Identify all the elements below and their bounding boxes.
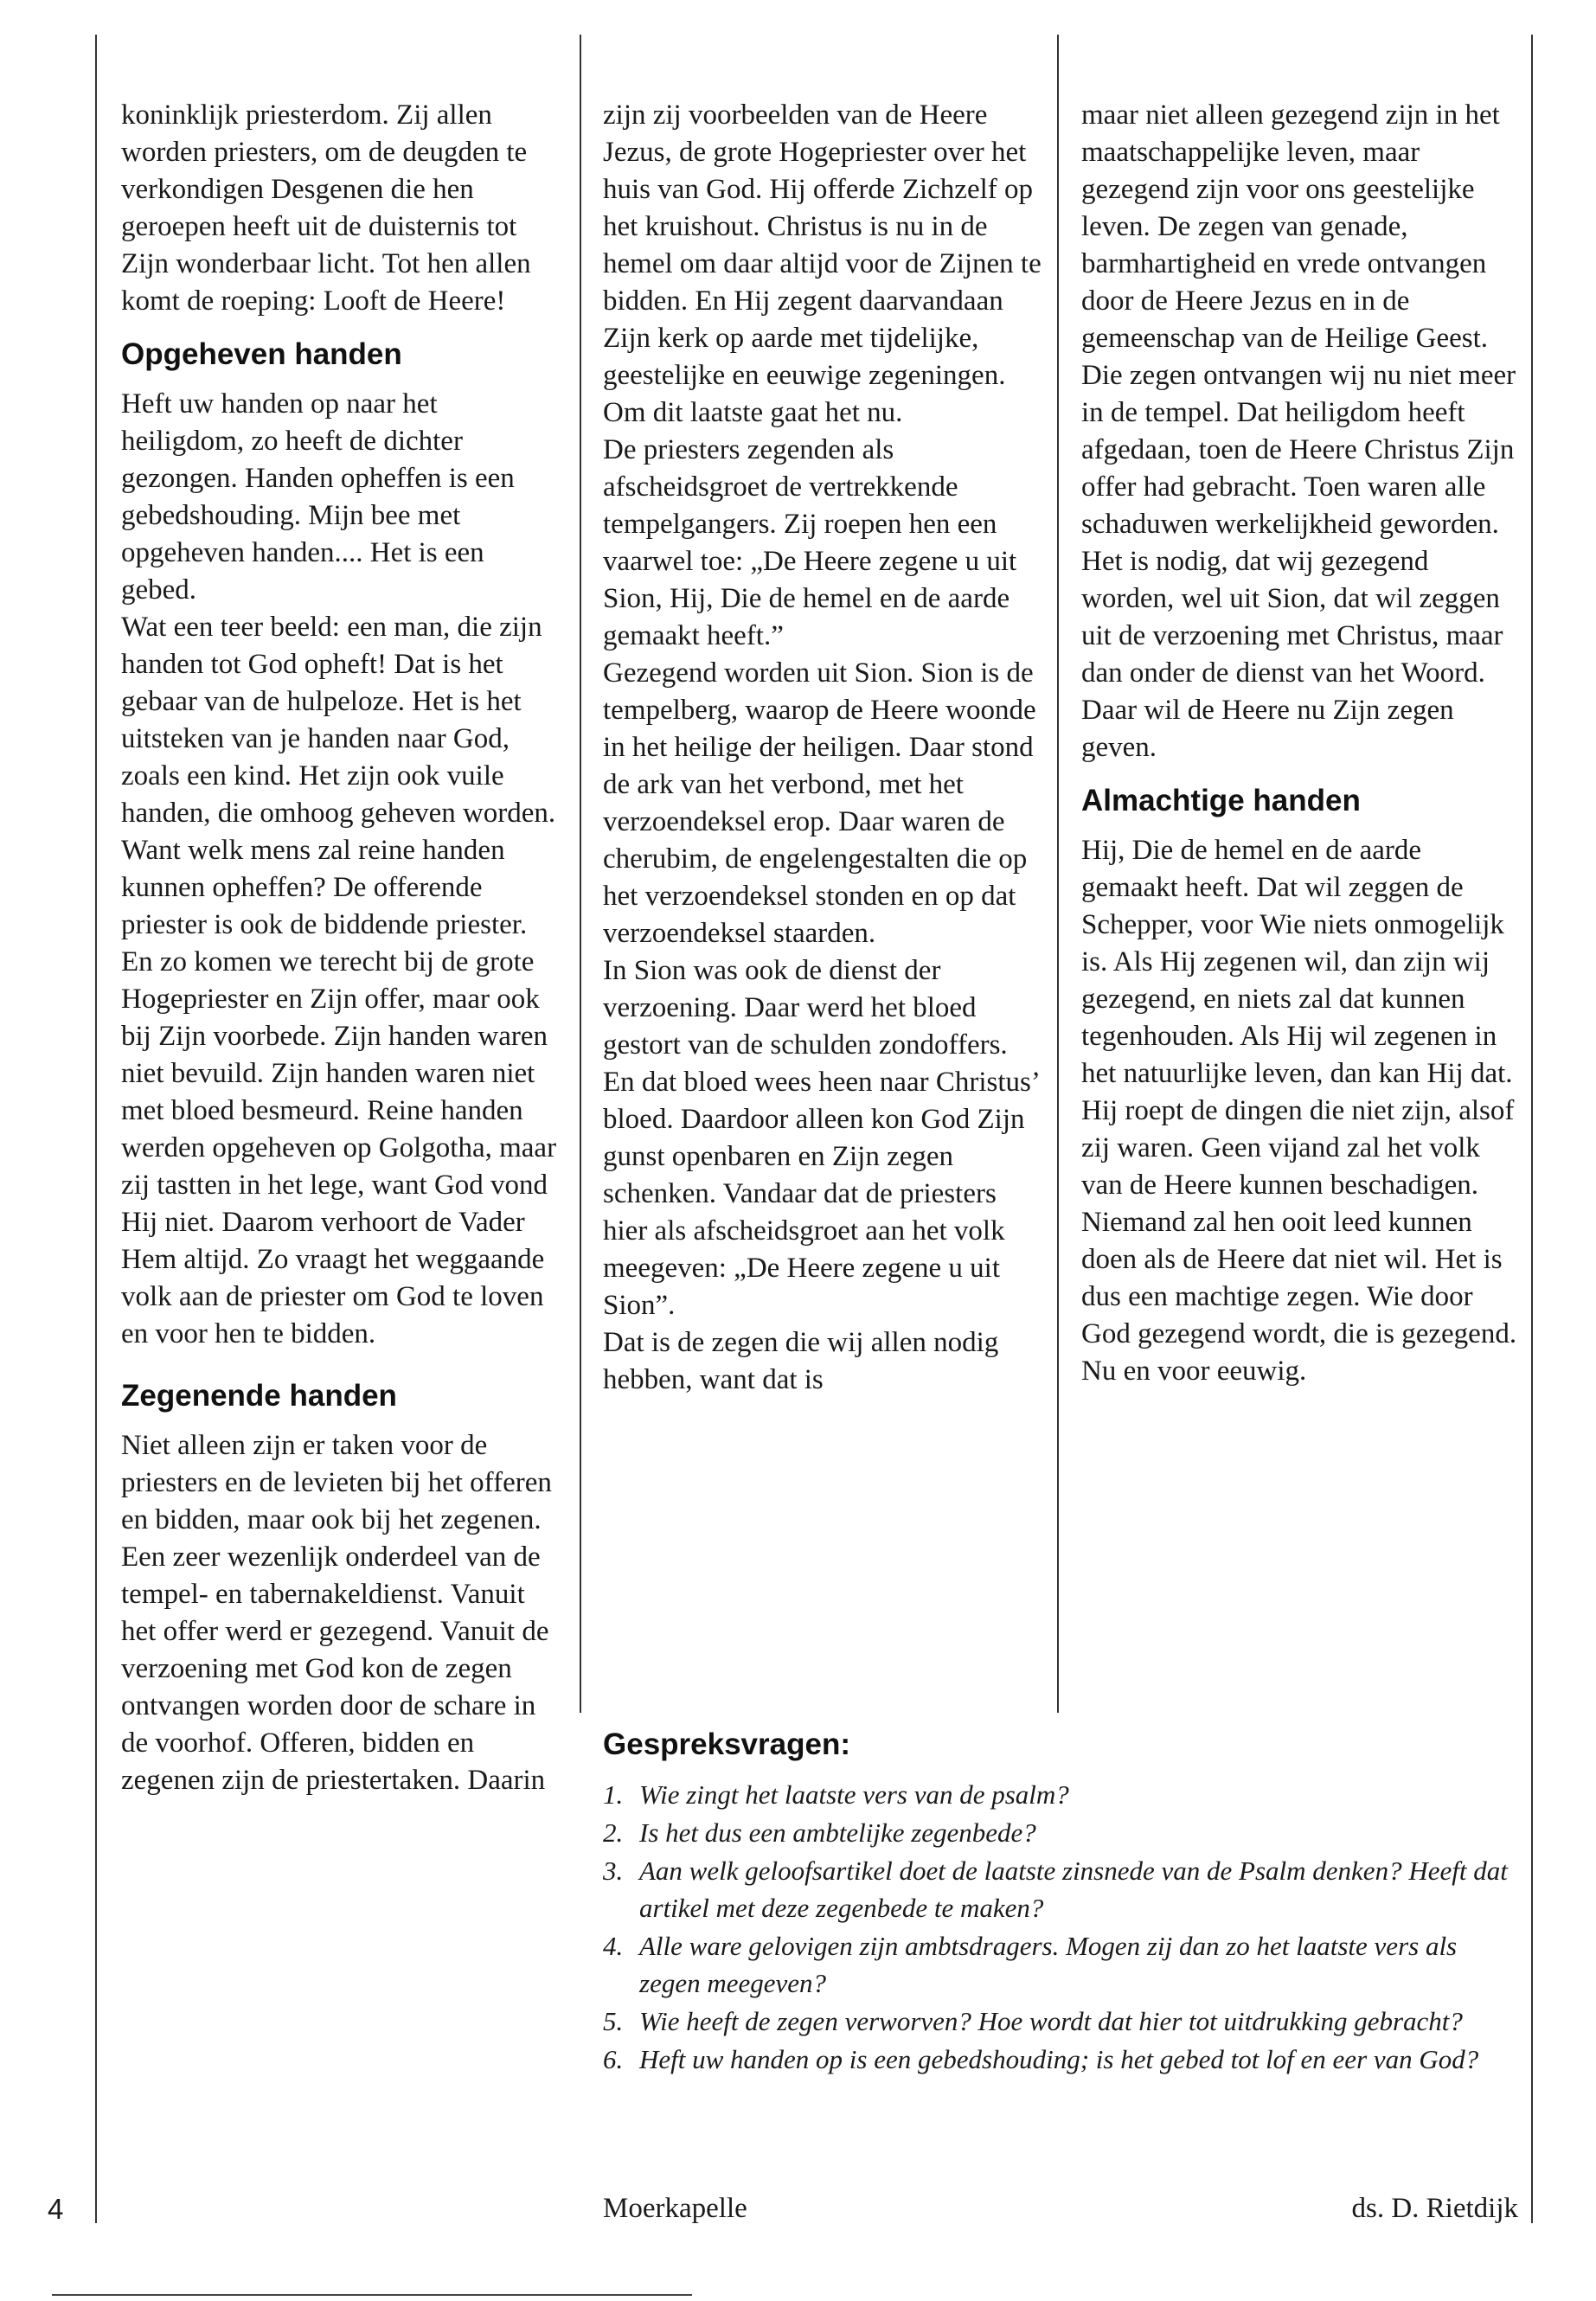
column2-para4: In Sion was ook de dienst der verzoening. Daar werd het bloed gestort van de schulden zondoffers. En dat bloed wees heen naar Christus’ bloed. Daardoor alleen kon God Zijn gunst openbaren en Zijn zegen schenken. Vandaar dat de priesters hier als afscheidsgroet aan het volk meegeven: „De Heere zegene u uit Sion”. xyxy=(603,955,1039,1321)
question-text: Heft uw handen op is een gebedshouding; is het gebed tot lof en eer van God? xyxy=(639,2044,1479,2074)
footer-place: Moerkapelle xyxy=(603,2193,747,2224)
question-item xyxy=(603,2041,1520,2078)
question-text: Wie heeft de zegen verworven? Hoe wordt dat hier tot uitdrukking gebracht? xyxy=(639,2006,1463,2036)
question-item xyxy=(603,1852,1520,1926)
question-number: 5. xyxy=(603,2006,624,2036)
question-number: 3. xyxy=(603,1856,624,1886)
question-item xyxy=(603,2003,1520,2040)
question-number: 2. xyxy=(603,1817,624,1848)
question-number: 4. xyxy=(603,1931,624,1961)
column1-para1: Heft uw handen op naar het heiligdom, zo heeft de dichter gezongen. Handen opheffen is een gebedshouding. Mijn bee met opgeheven handen.... Het is een gebed. xyxy=(121,388,515,606)
heading-zegenende-handen: Zegenende handen xyxy=(121,1379,397,1413)
article-column-2 xyxy=(603,97,1044,1399)
question-text: Wie zingt het laatste vers van de psalm? xyxy=(639,1779,1069,1810)
question-item xyxy=(603,1927,1520,2002)
questions-heading: Gespreksvragen: xyxy=(603,1727,850,1761)
column1-intro: koninklijk priesterdom. Zij allen worden priesters, om de deugden te verkondigen Desgenen die hen geroepen heeft uit de duisternis tot Zijn wonderbaar licht. Tot hen allen komt de roeping: Looft de Heere! xyxy=(121,99,531,317)
column1-para2: Wat een teer beeld: een man, die zijn handen tot God opheft! Dat is het gebaar van de hulpeloze. Het is het uitsteken van je handen naar God, zoals een kind. Het zijn ook vuile handen, die omhoog geheven worden. Want welk mens zal reine handen kunnen opheffen? De offerende priester is ook de biddende priester. En zo komen we terecht bij de grote Hogepriester en Zijn offer, maar ook bij Zijn voorbede. Zijn handen waren niet bevuild. Zijn handen waren niet met bloed besmeurd. Reine handen werden opgeheven op Golgotha, maar zij tastten in het lege, want God vond Hij niet. Daarom verhoort de Vader Hem altijd. Zo vraagt het weggaande volk aan de priester om God te loven en voor hen te bidden. xyxy=(121,612,557,1349)
column2-para1: zijn zij voorbeelden van de Heere Jezus, de grote Hogepriester over het huis van God. Hij offerde Zichzelf op het kruishout. Christus is nu in de hemel om daar altijd voor de Zijnen te bidden. En Hij zegent daarvandaan Zijn kerk op aarde met tijdelijke, geestelijke en eeuwige zegeningen. Om dit laatste gaat het nu. xyxy=(603,99,1042,428)
heading-almachtige-handen: Almachtige handen xyxy=(1081,784,1361,817)
questions-list xyxy=(603,1776,1520,2078)
question-number: 6. xyxy=(603,2044,624,2074)
column2-para2: De priesters zegenden als afscheidsgroet de vertrekkende tempelgangers. Zij roepen hen een vaarwel toe: „De Heere zegene u uit Sion, Hij, Die de hemel en de aarde gemaakt heeft.” xyxy=(603,434,1017,651)
article-column-3 xyxy=(1081,97,1522,1390)
column-rule-middle-2 xyxy=(1057,35,1059,1713)
bottom-rule xyxy=(52,2294,692,2296)
question-item xyxy=(603,1776,1520,1813)
page-number: 4 xyxy=(48,2193,64,2225)
column2-para3: Gezegend worden uit Sion. Sion is de tempelberg, waarop de Heere woonde in het heilige der heiligen. Daar stond de ark van het verbond, met het verzoendeksel erop. Daar waren de cherubim, de engelengestalten die op het verzoendeksel stonden en op dat verzoendeksel staarden. xyxy=(603,657,1036,949)
column2-para5: Dat is de zegen die wij allen nodig hebben, want dat is xyxy=(603,1327,999,1395)
column3-para1: maar niet alleen gezegend zijn in het maatschappelijke leven, maar gezegend zijn voor ons geestelijke leven. De zegen van genade, barmhartigheid en vrede ontvangen door de Heere Jezus en in de gemeenschap van de Heilige Geest. Die zegen ontvangen wij nu niet meer in de tempel. Dat heiligdom heeft afgedaan, toen de Heere Christus Zijn offer had gebracht. Toen waren alle schaduwen werkelijkheid geworden. Het is nodig, dat wij gezegend worden, wel uit Sion, dat wil zeggen uit de verzoening met Christus, maar dan onder de dienst van het Woord. Daar wil de Heere nu Zijn zegen geven. xyxy=(1081,99,1516,763)
question-number: 1. xyxy=(603,1779,624,1810)
question-text: Aan welk geloofsartikel doet de laatste zinsnede van de Psalm denken? Heeft dat artikel met deze zegenbede te maken? xyxy=(639,1856,1508,1923)
column-rule-left xyxy=(95,35,97,2223)
question-item xyxy=(603,1814,1520,1851)
question-text: Is het dus een ambtelijke zegenbede? xyxy=(639,1817,1036,1848)
question-text: Alle ware gelovigen zijn ambtsdragers. Mogen zij dan zo het laatste vers als zegen meegeven? xyxy=(639,1931,1458,1998)
heading-opgeheven-handen: Opgeheven handen xyxy=(121,337,402,371)
article-column-1 xyxy=(121,97,562,1799)
column-rule-middle-1 xyxy=(580,35,581,1713)
column1-para3: Niet alleen zijn er taken voor de priesters en de levieten bij het offeren en bidden, maar ook bij het zegenen. Een zeer wezenlijk onderdeel van de tempel- en tabernakeldienst. Vanuit het offer werd er gezegend. Vanuit de verzoening met God kon de zegen ontvangen worden door de schare in de voorhof. Offeren, bidden en zegenen zijn de priestertaken. Daarin xyxy=(121,1430,552,1796)
discussion-questions xyxy=(603,1726,1520,2079)
column3-para2: Hij, Die de hemel en de aarde gemaakt heeft. Dat wil zeggen de Schepper, voor Wie niets onmogelijk is. Als Hij zegenen wil, dan zijn wij gezegend, en niets zal dat kunnen tegenhouden. Als Hij wil zegenen in het natuurlijke leven, dan kan Hij dat. Hij roept de dingen die niet zijn, alsof zij waren. Geen vijand zal het volk van de Heere kunnen beschadigen. Niemand zal hen ooit leed kunnen doen als de Heere dat niet wil. Het is dus een machtige zegen. Wie door God gezegend wordt, die is gezegend. Nu en voor eeuwig. xyxy=(1081,835,1517,1387)
footer-author: ds. D. Rietdijk xyxy=(1351,2193,1518,2224)
column-rule-right xyxy=(1531,35,1533,2223)
